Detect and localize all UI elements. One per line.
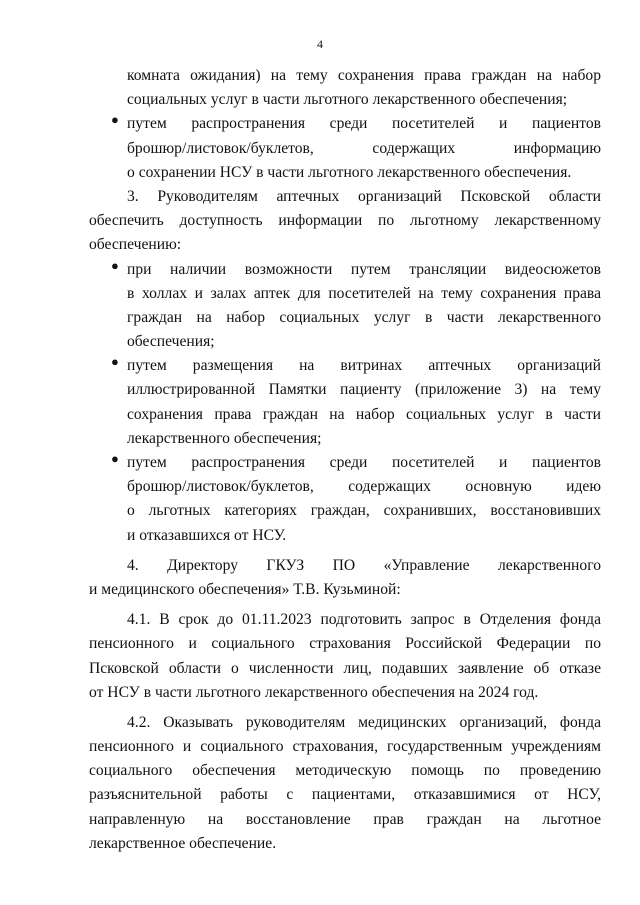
bullet-icon: ● (111, 451, 119, 466)
text-line: Псковской области о численности лиц, подавших заявление об отказе (89, 659, 601, 677)
text-line: и медицинского обеспечения» Т.В. Кузьминой: (89, 580, 401, 598)
text-line: сохранения права граждан на набор социальных услуг в части (127, 405, 601, 423)
bullet-icon: ● (111, 354, 119, 370)
text-line: социального обеспечения методическую помощь по проведению (89, 762, 601, 780)
text-line: при наличии возможности путем трансляции видеосюжетов (127, 260, 601, 278)
text-line: обеспечению: (89, 236, 182, 254)
text-line: и отказавшихся от НСУ. (127, 526, 287, 544)
text-line: граждан на набор социальных услуг в части лекарственного (127, 308, 601, 326)
bullet-item (111, 354, 601, 451)
page-number: 4 (317, 37, 323, 51)
text-line: в холлах и залах аптек для посетителей на тему сохранения права (127, 284, 601, 302)
text-line: 4. Директору ГКУЗ ПО «Управление лекарственного (127, 556, 601, 574)
paragraph (89, 554, 601, 602)
text-line: о сохранении НСУ в части льготного лекарственного обеспечения. (127, 163, 572, 181)
text-line: о льготных категориях граждан, сохранивших, восстановивших (127, 502, 601, 520)
paragraph (89, 608, 601, 705)
bullet-item (111, 451, 601, 548)
text-line: от НСУ в части льготного лекарственного обеспечения на 2024 год. (89, 683, 539, 701)
text-line: 3. Руководителям аптечных организаций Псковской области (127, 187, 601, 205)
paragraph (89, 185, 601, 258)
text-line: обеспечения; (127, 333, 215, 351)
bullet-item (111, 257, 601, 355)
text-line: брошюр/листовок/буклетов, содержащих основную идею (127, 478, 601, 496)
text-line: обеспечить доступность информации по льготному лекарственному (89, 212, 601, 230)
text-line: социальных услуг в части льготного лекарственного обеспечения; (127, 91, 568, 109)
bullet-item (111, 112, 601, 185)
text-line: разъяснительной работы с пациентами, отказавшимися от НСУ, (89, 786, 601, 804)
text-line: брошюр/листовок/буклетов, содержащих информацию (127, 139, 601, 157)
bullet-icon: ● (111, 257, 119, 273)
text-line: путем распространения среди посетителей и пациентов (127, 454, 601, 471)
paragraph (127, 64, 601, 112)
text-line: путем распространения среди посетителей и пациентов (127, 115, 601, 133)
text-line: 4.2. Оказывать руководителям медицинских организаций, фонда (127, 713, 601, 731)
text-line: лекарственное обеспечение. (89, 834, 277, 852)
text-line: пенсионного и социального страхования Российской Федерации по (89, 635, 601, 653)
text-line: 4.1. В срок до 01.11.2023 подготовить запрос в Отделения фонда (127, 611, 601, 629)
text-line: пенсионного и социального страхования, государственным учреждениям (89, 738, 601, 756)
text-line: направленную на восстановление прав граждан на льготное (89, 810, 601, 828)
text-line: иллюстрированной Памятки пациенту (приложение 3) на тему (127, 381, 601, 399)
bullet-icon: ● (111, 112, 119, 128)
text-line: лекарственного обеспечения; (127, 429, 322, 447)
text-line: путем размещения на витринах аптечных организаций (127, 357, 601, 375)
text-line: комната ожидания) на тему сохранения права граждан на набор (127, 67, 601, 84)
document-body (89, 64, 601, 856)
paragraph (89, 711, 601, 856)
